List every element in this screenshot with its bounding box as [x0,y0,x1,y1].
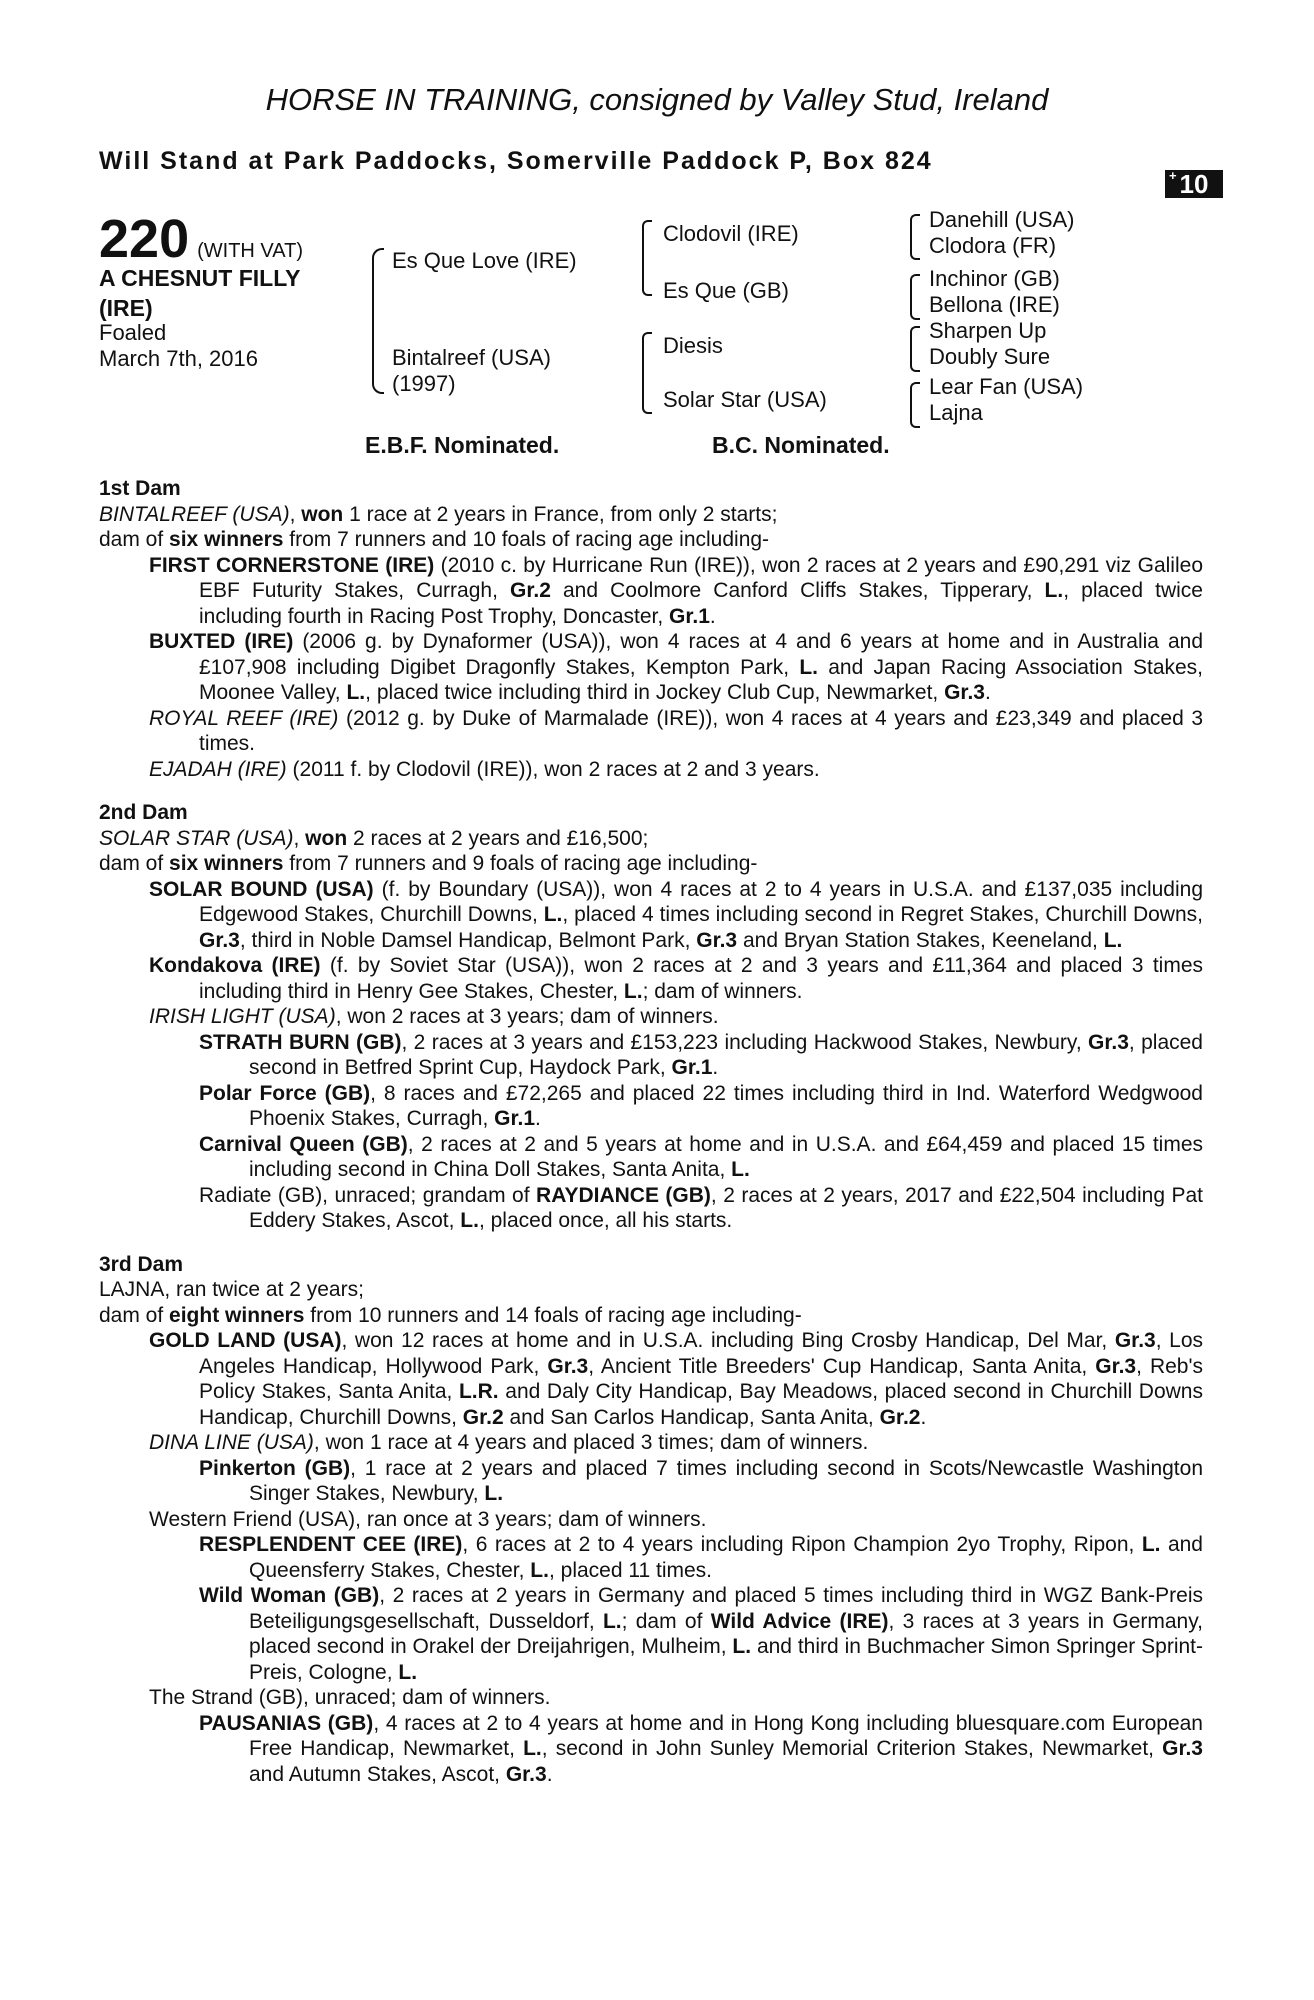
text: , placed twice including third in Jockey Club Cup, Newmarket, [365,681,945,704]
text: , won 2 races at 3 years; dam of winners. [335,1005,719,1028]
text: . [546,1762,553,1786]
text: from 7 runners and 9 foals of racing age including- [283,852,758,875]
pedigree-brace-g3-4 [910,382,920,428]
text: dam of [99,1303,170,1327]
grade: L. [346,681,366,704]
produce-entry [149,757,1203,783]
lot-description-line2: (IRE) [99,295,153,321]
text: (2006 g. by Dynaformer (USA)), won 4 races at 4 and 6 years at home and in Australia and £107,908 including Digibet Dragonfly Stakes, Kempton Park, [199,630,1203,679]
horse-name: IRISH LIGHT (USA) [149,1005,336,1028]
foaled-date: March 7th, 2016 [99,346,258,371]
text: , placed once, all his starts. [478,1209,733,1232]
text: (2011 f. by Clodovil (IRE)), won 2 races at 2 and 3 years. [286,757,820,781]
grade: Gr.3 [547,1354,589,1378]
produce-entry [149,1004,1203,1030]
horse-name: PAUSANIAS (GB) [199,1711,374,1735]
text: and San Carlos Handicap, Santa Anita, [503,1405,880,1429]
grade: L. [602,1609,622,1633]
grand-produce-entry [199,1081,1203,1132]
pedigree-dam: Bintalreef (USA) [392,345,551,370]
third-dam-produce-line [99,1303,1203,1329]
text: and Daly City Handicap, Bay Meadows, placed second in Churchill Downs Handicap, Churchill Downs, [199,1380,1203,1429]
dam-name: BINTALREEF (USA) [99,502,290,526]
grade: L. [623,979,643,1003]
lot-number [99,208,303,270]
produce-entry: The Strand (GB), unraced; dam of winners. [149,1686,551,1709]
second-dam-heading: 2nd Dam [99,801,188,824]
pedigree-dam-dam: Solar Star (USA) [663,387,827,412]
text: . [712,1056,719,1079]
text: and Bryan Station Stakes, Keeneland, [737,928,1104,952]
ebf-nominated: E.B.F. Nominated. [365,432,560,458]
horse-name: GOLD LAND (USA) [149,1329,342,1352]
foaled-info [99,320,258,372]
text: . [984,681,991,704]
produce-entry [149,1430,1203,1456]
lot-description-line1: A CHESNUT FILLY [99,265,301,291]
foaled-label: Foaled [99,320,167,345]
grand-produce-entry [199,1132,1203,1183]
text: ; dam of [621,1609,711,1633]
text: (f. by Boundary (USA)), won 4 races at 2 to 4 years in U.S.A. and £137,035 including Edgewood Stakes, Churchill Downs, [199,877,1203,926]
grade: Gr.3 [1114,1329,1156,1352]
second-dam-produce-line [99,851,1203,877]
text: , 6 races at 2 to 4 years including Ripon Champion 2yo Trophy, Ripon, [462,1533,1142,1556]
pedigree-sire-dam: Es Que (GB) [663,278,789,303]
horse-name: RESPLENDENT CEE (IRE) [199,1533,463,1556]
pedigree-brace-g3-2 [910,274,920,320]
grade: Gr.3 [1095,1354,1137,1378]
text: , 2 races at 2 years, 2017 and £22,504 including Pat Eddery Stakes, Ascot, [249,1183,1203,1232]
text: and Coolmore Canford Cliffs Stakes, Tipperary, [550,579,1045,602]
grand-produce-entry [199,1583,1203,1685]
grade: Gr.3 [505,1762,547,1786]
grade: Gr.3 [1088,1030,1129,1054]
text: , won 12 races at home and in U.S.A. including Bing Crosby Handicap, Del Mar, [341,1329,1115,1352]
grade: Gr.2 [462,1405,504,1429]
horse-name: BUXTED (IRE) [149,630,294,653]
grade: L. [1141,1533,1161,1556]
winners-count: six winners [169,852,284,875]
grade: Gr.2 [510,579,551,602]
text: , placed second in Betfred Sprint Cup, Haydock Park, [249,1030,1203,1079]
text: , 2 races at 2 and 5 years at home and in U.S.A. and £64,459 and placed 15 times including second in China Doll Stakes, Santa Anita, [249,1132,1203,1181]
lot-description [99,263,300,323]
text: 2 races at 2 years and £16,500; [347,826,649,850]
text: , Ancient Title Breeders' Cup Handicap, Santa Anita, [588,1354,1096,1378]
text: dam of [99,528,170,551]
grand-produce-entry [199,1532,1203,1583]
grade: Gr.1 [671,1056,713,1079]
text: (2012 g. by Duke of Marmalade (IRE)), won 4 races at 4 years and £23,349 and placed 3 times. [199,706,1203,755]
first-dam-line [99,502,1203,528]
horse-name: Carnival Queen (GB) [199,1132,408,1156]
vat-label: (WITH VAT) [197,240,304,262]
grade: L. [523,1737,542,1760]
grade: L. [799,655,819,679]
grade: Gr.3 [199,928,240,952]
bc-nominated: B.C. Nominated. [712,432,890,458]
grade: L. [732,1635,752,1658]
grand-produce-entry [199,1030,1203,1081]
text: (f. by Soviet Star (USA)), won 2 races at 2 and 3 years and £11,364 and placed 3 times including third in Henry Gee Stakes, Chester, [199,954,1203,1003]
third-dam-heading: 3rd Dam [99,1252,184,1276]
text: (2010 c. by Hurricane Run (IRE)), won 2 races at 2 years and £90,291 viz Galileo EBF Futurity Stakes, Curragh, [199,553,1203,602]
grade: L. [398,1660,418,1684]
text: , [293,826,306,850]
grade: Gr.3 [696,928,738,952]
grade: L. [460,1209,479,1232]
grade: L. [1044,579,1064,602]
pedigree-brace-g3-3 [910,326,920,372]
pedigree-dsd: Doubly Sure [929,344,1051,369]
pedigree-sdd: Bellona (IRE) [929,292,1060,317]
text: , 4 races at 2 to 4 years at home and in Hong Kong including bluesquare.com European Free Handicap, Newmarket, [249,1711,1203,1760]
pedigree-brace-dam [642,332,652,414]
text: and third in Buchmacher Simon Springer Sprint-Preis, Cologne, [249,1635,1203,1684]
grade: L. [530,1558,549,1582]
pedigree-sire: Es Que Love (IRE) [392,248,577,273]
won-label: won [301,502,344,526]
grade: L. [731,1158,750,1181]
grade: Gr.2 [879,1405,921,1429]
horse-name: ROYAL REEF (IRE) [149,706,339,730]
grand-produce-entry [199,1456,1203,1507]
horse-name: DINA LINE (USA) [149,1431,314,1454]
second-dam-line [99,826,1203,852]
pedigree-sss: Danehill (USA) [929,207,1075,232]
pedigree-dss: Sharpen Up [929,318,1047,343]
text: , placed twice including fourth in Racing Post Trophy, Doncaster, [199,579,1203,628]
text: , second in John Sunley Memorial Criterion Stakes, Newmarket, [541,1737,1163,1760]
won-label: won [305,826,348,850]
text: , 1 race at 2 years and placed 7 times including second in Scots/Newcastle Washington Singer Stakes, Newbury, [249,1456,1203,1505]
page-header: HORSE IN TRAINING, consigned by Valley Stud, Ireland [265,82,1049,117]
text: . [535,1107,541,1130]
pedigree-brace-sire [642,220,652,296]
produce-entry: Western Friend (USA), ran once at 3 years; dam of winners. [149,1507,707,1531]
grand-produce-entry [199,1711,1203,1788]
horse-name: RAYDIANCE (GB) [536,1183,711,1207]
produce-entry [149,629,1203,706]
produce-entry [149,877,1203,954]
text: , 2 races at 2 years in Germany and placed 5 times including third in WGZ Bank-Preis Beteiligungsgesellschaft, Dusseldorf, [249,1584,1203,1633]
horse-name: EJADAH (IRE) [149,757,287,781]
text: and Japan Racing Association Stakes, Moonee Valley, [199,655,1204,704]
pedigree-ddd: Lajna [929,400,983,425]
winners-count: six winners [169,528,284,551]
pedigree-brace-gen1 [372,248,384,394]
third-dam-line: LAJNA, ran twice at 2 years; [99,1278,364,1301]
text: from 10 runners and 14 foals of racing age including- [304,1303,802,1327]
winners-count: eight winners [169,1303,305,1327]
text: . [920,1405,927,1429]
location-line: Will Stand at Park Paddocks, Somerville Paddock P, Box 824 [99,147,933,175]
text: , 8 races and £72,265 and placed 22 times including third in Ind. Waterford Wedgwood Phoenix Stakes, Curragh, [249,1081,1203,1130]
text: and Queensferry Stakes, Chester, [249,1533,1203,1582]
horse-name: STRATH BURN (GB) [199,1030,402,1054]
horse-name: Kondakova (IRE) [149,954,321,977]
text: , 3 races at 3 years in Germany, placed second in Orakel der Dreijahrigen, Mulheim, [249,1609,1203,1658]
text: , Reb's Policy Stakes, Santa Anita, [199,1354,1203,1403]
text: and Autumn Stakes, Ascot, [249,1762,506,1786]
pedigree-dam-year: (1997) [392,371,456,396]
produce-entry [149,553,1203,630]
pedigree-sire-sire: Clodovil (IRE) [663,221,799,246]
text: , won 1 race at 4 years and placed 3 times; dam of winners. [313,1431,869,1454]
text: ; dam of winners. [642,979,803,1003]
horse-name: FIRST CORNERSTONE (IRE) [149,553,435,577]
text: 1 race at 2 years in France, from only 2 starts; [343,502,778,526]
grade: L.R. [458,1380,499,1403]
grade: Gr.3 [944,681,985,704]
pedigree-ssd: Clodora (FR) [929,233,1057,258]
pedigree-sds: Inchinor (GB) [929,266,1060,291]
age-badge: + 10 [1165,170,1223,198]
dam-name: SOLAR STAR (USA) [99,826,294,850]
grade: Gr.3 [1162,1737,1203,1760]
first-dam-produce-line [99,527,1203,553]
text: , placed 11 times. [548,1558,712,1582]
grade: Gr.1 [494,1107,536,1130]
first-dam-heading: 1st Dam [99,477,181,500]
produce-record [99,476,1203,1787]
text: dam of [99,852,170,875]
pedigree-dam-sire: Diesis [663,333,723,358]
text: . [709,604,716,628]
grade: L. [484,1482,504,1505]
produce-entry [149,706,1203,757]
text: , placed 4 times including second in Regret Stakes, Churchill Downs, [562,903,1203,926]
produce-entry [149,1328,1203,1430]
produce-entry [149,953,1203,1004]
grade: Gr.1 [669,604,710,628]
horse-name: Polar Force (GB) [199,1081,371,1105]
text: Radiate (GB), unraced; grandam of [199,1183,537,1207]
text: , Los Angeles Handicap, Hollywood Park, [199,1329,1203,1378]
produce-entry [199,1183,1203,1234]
text: , third in Noble Damsel Handicap, Belmont Park, [239,928,697,952]
horse-name: SOLAR BOUND (USA) [149,877,374,901]
lot-number-value: 220 [99,209,190,269]
text: , [289,502,302,526]
pedigree-dds: Lear Fan (USA) [929,374,1084,399]
horse-name: Wild Advice (IRE) [710,1609,889,1633]
text: , 2 races at 3 years and £153,223 including Hackwood Stakes, Newbury, [401,1030,1089,1054]
horse-name: Pinkerton (GB) [199,1456,351,1480]
text: from 7 runners and 10 foals of racing age including- [283,528,770,551]
horse-name: Wild Woman (GB) [199,1584,380,1607]
pedigree-brace-g3-1 [910,214,920,260]
grade: L. [543,903,563,926]
grade: L. [1103,928,1123,952]
